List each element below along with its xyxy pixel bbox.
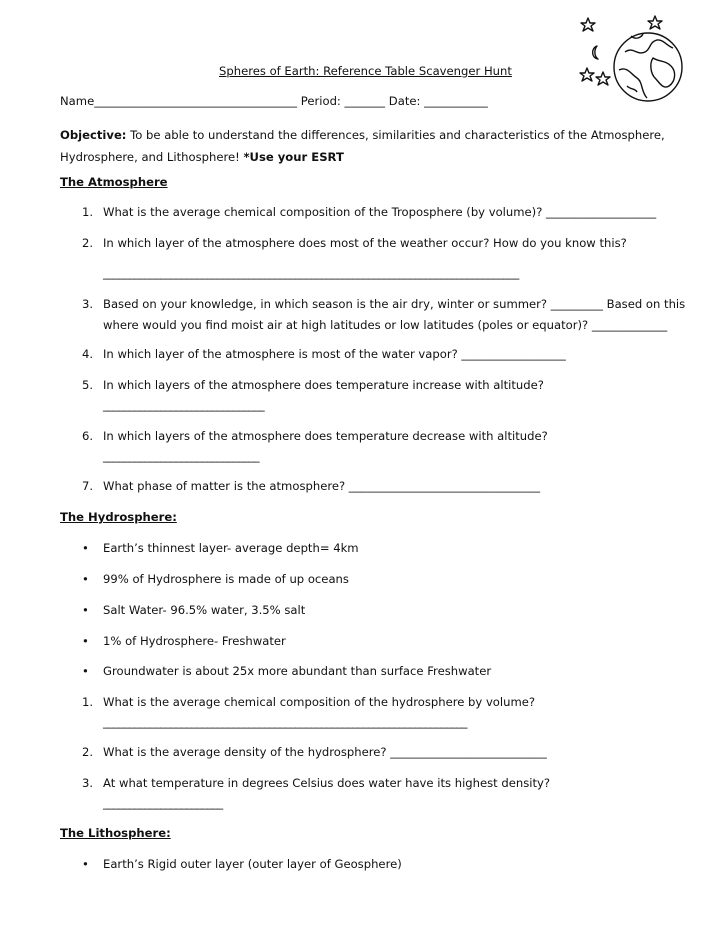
- question-number: 6.: [82, 429, 94, 443]
- bullet-icon: •: [82, 664, 89, 678]
- question-text: What is the average chemical composition of the hydrosphere by volume?: [103, 695, 536, 709]
- moon-icon: [593, 46, 598, 59]
- answer-line: ______________________________: [103, 449, 259, 463]
- objective-emphasis: *Use your ESRT: [243, 150, 344, 164]
- question-text: What is the average chemical composition of the Troposphere (by volume)? ___________________: [103, 205, 657, 219]
- bullet-icon: •: [82, 857, 89, 871]
- atmosphere-heading: The Atmosphere: [60, 175, 168, 189]
- question-number: 7.: [82, 479, 94, 493]
- objective-label: Objective:: [60, 128, 127, 142]
- question-text: At what temperature in degrees Celsius does water have its highest density?: [103, 776, 551, 790]
- question-text-continued: where would you find moist air at high latitudes or low latitudes (poles or equator)? _____________: [103, 318, 668, 332]
- objective-paragraph: [60, 124, 670, 168]
- fact-item: 99% of Hydrosphere is made of up oceans: [103, 572, 349, 586]
- star-icon: [581, 18, 595, 31]
- bullet-icon: •: [82, 634, 89, 648]
- question-number: 3.: [82, 776, 94, 790]
- question-text: In which layers of the atmosphere does temperature decrease with altitude?: [103, 429, 548, 443]
- question-number: 2.: [82, 745, 94, 759]
- question-number: 1.: [82, 695, 94, 709]
- question-number: 5.: [82, 378, 94, 392]
- fact-item: Salt Water- 96.5% water, 3.5% salt: [103, 603, 306, 617]
- question-text: In which layer of the atmosphere is most of the water vapor? __________________: [103, 347, 566, 361]
- bullet-icon: •: [82, 572, 89, 586]
- fact-item: 1% of Hydrosphere- Freshwater: [103, 634, 286, 648]
- name-period-date-line: Name___________________________________ Period: _______ Date: ___________: [60, 94, 488, 108]
- lithosphere-heading: The Lithosphere:: [60, 826, 171, 840]
- star-icon: [580, 68, 594, 81]
- fact-item: Groundwater is about 25x more abundant than surface Freshwater: [103, 664, 492, 678]
- fact-item: Earth’s Rigid outer layer (outer layer of Geosphere): [103, 857, 402, 871]
- star-icon: [648, 16, 662, 29]
- answer-line: _______________________________: [103, 398, 265, 412]
- globe-stars-illustration: [575, 12, 695, 112]
- question-number: 4.: [82, 347, 94, 361]
- bullet-icon: •: [82, 603, 89, 617]
- question-number: 3.: [82, 297, 94, 311]
- answer-line: ________________________________________________________________________________: [103, 266, 519, 280]
- objective-text: To be able to understand the differences, similarities and characteristics of the Atmosphere, Hydrosphere, and Lithosphere!: [60, 128, 665, 164]
- question-text: In which layers of the atmosphere does temperature increase with altitude?: [103, 378, 544, 392]
- page-title: Spheres of Earth: Reference Table Scavenger Hunt: [219, 64, 512, 78]
- hydrosphere-heading: The Hydrosphere:: [60, 510, 177, 524]
- question-text: Based on your knowledge, in which season is the air dry, winter or summer? _________ Based on this: [103, 297, 686, 311]
- question-text: In which layer of the atmosphere does most of the weather occur? How do you know this?: [103, 236, 627, 250]
- fact-item: Earth’s thinnest layer- average depth= 4km: [103, 541, 359, 555]
- star-icon: [596, 72, 610, 85]
- answer-line: ______________________________________________________________________: [103, 715, 467, 729]
- question-number: 2.: [82, 236, 94, 250]
- answer-line: _______________________: [103, 796, 223, 810]
- question-text: What is the average density of the hydrosphere? ___________________________: [103, 745, 547, 759]
- bullet-icon: •: [82, 541, 89, 555]
- question-text: What phase of matter is the atmosphere? _________________________________: [103, 479, 541, 493]
- question-number: 1.: [82, 205, 94, 219]
